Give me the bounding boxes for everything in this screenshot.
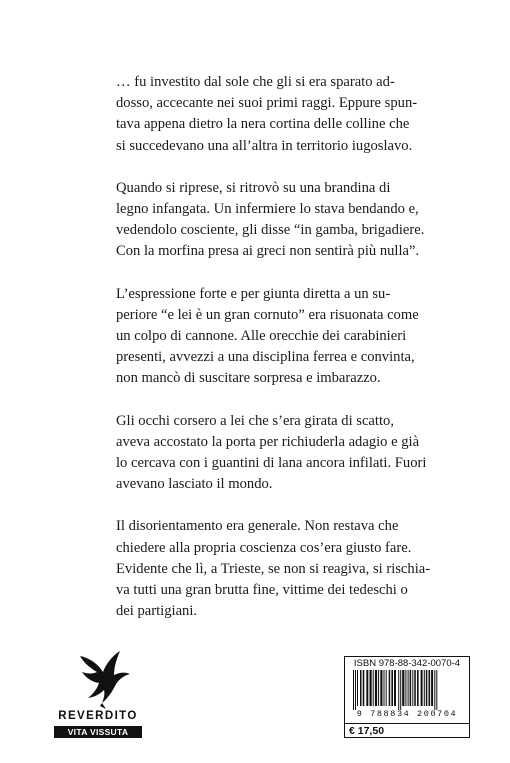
barcode-bar (426, 670, 428, 706)
series-badge: VITA VISSUTA (54, 726, 142, 738)
barcode-bar (429, 670, 431, 706)
barcode-bar (373, 670, 374, 706)
paragraph-5 (116, 516, 431, 622)
text-line: Con la morfina presa ai greci non sentirà più nulla”. (116, 243, 420, 260)
barcode-bar (434, 670, 435, 710)
barcode-bar (436, 670, 437, 710)
paragraph-3 (116, 284, 420, 390)
text-line: Evidente che lì, a Trieste, se non si reagiva, si rischia- (116, 560, 431, 577)
barcode-bar (386, 670, 387, 706)
text-line: aveva accostato la porta per richiuderla adagio e già (116, 433, 420, 450)
text-line: L’espressione forte e per giunta diretta a un su- (116, 285, 391, 302)
barcode-bar (375, 670, 377, 706)
text-line: non mancò di suscitare sorpresa e imbarazzo. (116, 370, 381, 387)
text-line: chiedere alla propria coscienza cos’era giusto fare. (116, 539, 412, 556)
text-line: dei partigiani. (116, 603, 198, 620)
barcode-bar (398, 670, 399, 710)
barcode-bar (394, 670, 396, 706)
barcode-bar (363, 670, 365, 706)
barcode-bar (408, 670, 409, 706)
bird-icon (76, 648, 132, 710)
text-line: tava appena dietro la nera cortina delle colline che (116, 116, 410, 133)
text-line: lo cercava con i guantini di lana ancora infilati. Fuori (116, 455, 427, 472)
paragraph-1 (116, 72, 420, 157)
barcode-box (344, 656, 470, 738)
barcode-bar (417, 670, 419, 706)
barcode-bar (378, 670, 379, 706)
barcode-bar (402, 670, 404, 706)
text-line: … fu investito dal sole che gli si era sparato ad- (116, 74, 395, 90)
barcode-bar (389, 670, 391, 706)
barcode-bar (431, 670, 433, 706)
barcode-bar (355, 670, 356, 710)
price-row (345, 723, 469, 738)
text-line: vedendolo cosciente, gli disse “in gamba, brigadiere. (116, 222, 425, 239)
publisher-logo (38, 648, 158, 738)
barcode-digits: 9 788834 200704 (356, 709, 458, 719)
barcode-bar (384, 670, 385, 706)
blurb-text (116, 72, 431, 643)
barcode-bar (414, 670, 416, 706)
barcode-bar (421, 670, 423, 706)
barcode-bar (405, 670, 406, 706)
barcode-bar (410, 670, 412, 706)
text-line: Gli occhi corsero a lei che s’era girata di scatto, (116, 412, 394, 429)
text-line: Il disorientamento era generale. Non restava che (116, 518, 399, 535)
paragraph-2 (116, 178, 425, 263)
barcode-bar (400, 670, 401, 710)
barcode-bar (353, 670, 354, 710)
barcode-bar (366, 670, 368, 706)
price-label: € 17,50 (349, 725, 385, 737)
paragraph-4 (116, 411, 427, 496)
barcode-bar (424, 670, 425, 706)
text-line: periore “e lei è un gran cornuto” era risuonata come (116, 306, 419, 323)
text-line: si succedevano una all’altra in territorio iugoslavo. (116, 137, 413, 154)
barcode-bar (380, 670, 382, 706)
text-line: legno infangata. Un infermiere lo stava bendando e, (116, 201, 419, 218)
barcode-bar (357, 670, 358, 706)
barcode-icon (351, 670, 463, 710)
text-line: va tutti una gran brutta fine, vittime dei tedeschi o (116, 582, 408, 599)
text-line: Quando si riprese, si ritrovò su una brandina di (116, 179, 391, 196)
barcode-bar (370, 670, 372, 706)
barcode-bar (412, 670, 413, 706)
publisher-name: REVERDITO (58, 710, 138, 722)
barcode-bar (391, 670, 393, 706)
text-line: un colpo di cannone. Alle orecchie dei carabinieri (116, 328, 407, 345)
text-line: dosso, accecante nei suoi primi raggi. Eppure spun- (116, 95, 418, 112)
text-line: presenti, avvezzi a una disciplina ferrea e convinta, (116, 349, 415, 366)
text-line: avevano lasciato il mondo. (116, 476, 273, 493)
barcode-bar (360, 670, 362, 706)
isbn-label: ISBN 978-88-342-0070-4 (353, 658, 461, 669)
